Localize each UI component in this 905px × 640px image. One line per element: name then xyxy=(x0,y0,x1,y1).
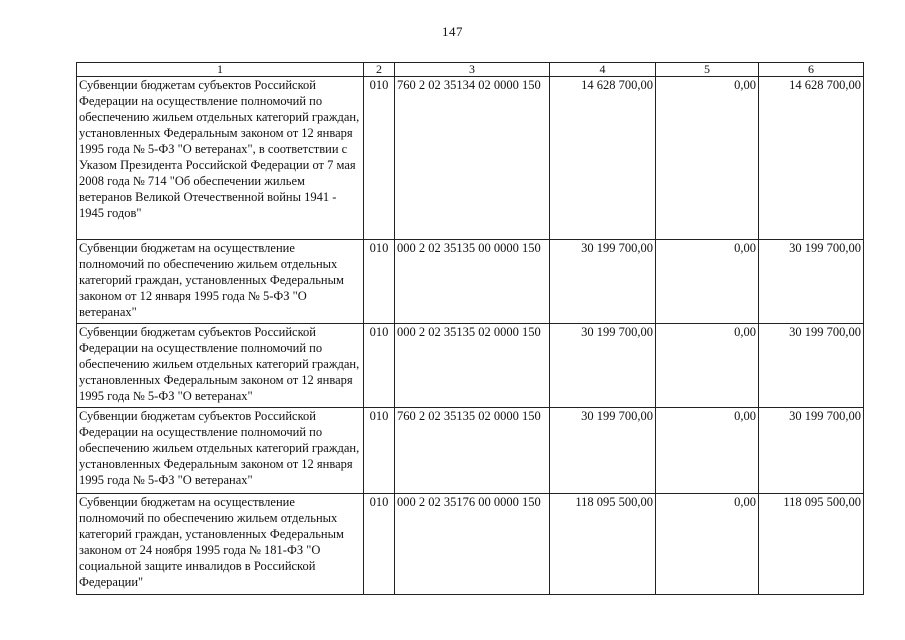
row-admin-code: 010 xyxy=(364,324,395,408)
row-amount-col4: 30 199 700,00 xyxy=(550,240,656,324)
row-description: Субвенции бюджетам субъектов Российской Федерации на осуществление полномочий по обеспечению жильем отдельных категорий граждан, установленных Федеральным законом от 12 января 1995 года № 5-ФЗ "О ветеранах" xyxy=(77,408,364,494)
header-col-5: 5 xyxy=(656,63,759,77)
row-amount-col5: 0,00 xyxy=(656,77,759,240)
header-row xyxy=(77,63,864,77)
row-description: Субвенции бюджетам на осуществление полномочий по обеспечению жильем отдельных категорий граждан, установленных Федеральным законом от 24 ноября 1995 года № 181-ФЗ "О социальной защите инвалидов в Российской Федерации" xyxy=(77,494,364,595)
table-row xyxy=(77,324,864,408)
table-row xyxy=(77,77,864,240)
row-budget-code: 760 2 02 35134 02 0000 150 xyxy=(395,77,550,240)
row-amount-col4: 118 095 500,00 xyxy=(550,494,656,595)
row-admin-code: 010 xyxy=(364,77,395,240)
header-col-2: 2 xyxy=(364,63,395,77)
page-number: 147 xyxy=(442,24,463,39)
header-col-4: 4 xyxy=(550,63,656,77)
row-amount-col6: 30 199 700,00 xyxy=(759,324,864,408)
row-budget-code: 000 2 02 35176 00 0000 150 xyxy=(395,494,550,595)
table-row xyxy=(77,240,864,324)
row-budget-code: 000 2 02 35135 02 0000 150 xyxy=(395,324,550,408)
row-amount-col4: 14 628 700,00 xyxy=(550,77,656,240)
header-col-3: 3 xyxy=(395,63,550,77)
table-row xyxy=(77,494,864,595)
row-amount-col6: 30 199 700,00 xyxy=(759,240,864,324)
row-amount-col5: 0,00 xyxy=(656,324,759,408)
row-description: Субвенции бюджетам субъектов Российской Федерации на осуществление полномочий по обеспечению жильем отдельных категорий граждан, установленных Федеральным законом от 12 января 1995 года № 5-ФЗ "О ветеранах" xyxy=(77,324,364,408)
row-amount-col6: 30 199 700,00 xyxy=(759,408,864,494)
budget-table xyxy=(76,62,864,595)
row-description: Субвенции бюджетам субъектов Российской Федерации на осуществление полномочий по обеспечению жильем отдельных категорий граждан, установленных Федеральным законом от 12 января 1995 года № 5-ФЗ "О ветеранах", в соответствии с Указом Президента Российской Федерации от 7 мая 2008 года № 714 "Об обеспечении жильем ветеранов Великой Отечественной войны 1941 - 1945 годов" xyxy=(77,77,364,240)
row-description: Субвенции бюджетам на осуществление полномочий по обеспечению жильем отдельных категорий граждан, установленных Федеральным законом от 12 января 1995 года № 5-ФЗ "О ветеранах" xyxy=(77,240,364,324)
table-row xyxy=(77,408,864,494)
row-budget-code: 000 2 02 35135 00 0000 150 xyxy=(395,240,550,324)
row-amount-col5: 0,00 xyxy=(656,240,759,324)
row-amount-col5: 0,00 xyxy=(656,408,759,494)
header-col-6: 6 xyxy=(759,63,864,77)
header-col-1: 1 xyxy=(77,63,364,77)
table-header xyxy=(77,63,864,77)
row-admin-code: 010 xyxy=(364,494,395,595)
row-amount-col4: 30 199 700,00 xyxy=(550,408,656,494)
row-admin-code: 010 xyxy=(364,408,395,494)
row-budget-code: 760 2 02 35135 02 0000 150 xyxy=(395,408,550,494)
row-admin-code: 010 xyxy=(364,240,395,324)
row-amount-col6: 118 095 500,00 xyxy=(759,494,864,595)
row-amount-col6: 14 628 700,00 xyxy=(759,77,864,240)
table-body xyxy=(77,77,864,595)
row-amount-col5: 0,00 xyxy=(656,494,759,595)
row-amount-col4: 30 199 700,00 xyxy=(550,324,656,408)
